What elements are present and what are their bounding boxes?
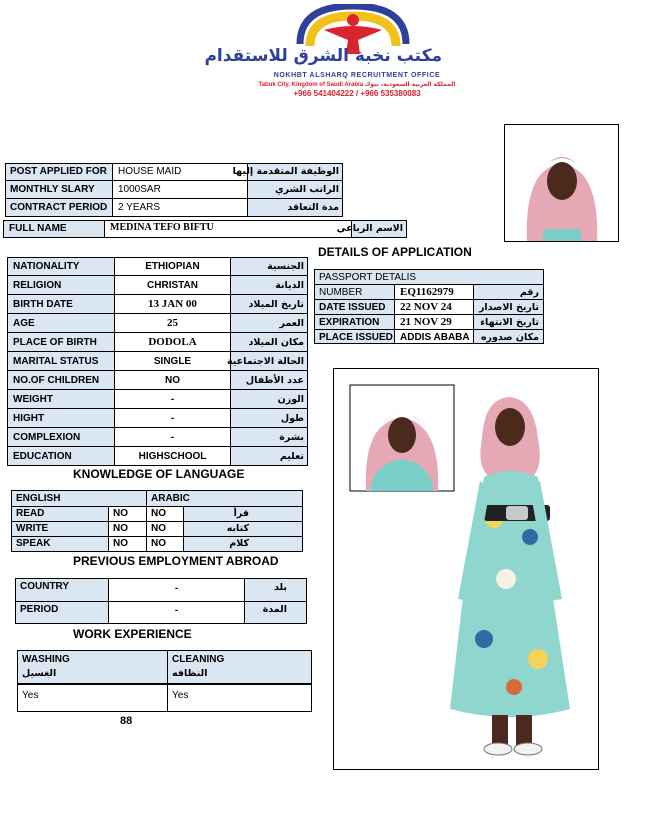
language-arabic-read: NO [151,508,166,519]
language-arabic-speak: NO [151,538,166,549]
experience-label-cleaning: CLEANING [172,654,225,665]
language-col-english: ENGLISH [16,493,61,504]
personal-label-nationality: NATIONALITY [13,261,80,272]
job-label-salary: MONTHLY SLARY [10,184,95,195]
personal-value-birthdate: 13 JAN 00 [148,298,197,310]
employment-label-period-ar: المدة [262,604,287,615]
personal-value-marital: SINGLE [153,356,192,367]
experience-label-washing-ar: الغسيل [22,668,57,679]
employment-label-country: COUNTRY [20,581,70,592]
job-label-contract: CONTRACT PERIOD [10,202,108,213]
personal-value-age: 25 [167,317,178,329]
employment-heading: PREVIOUS EMPLOYMENT ABROAD [73,554,279,568]
language-label-write-ar: كتابه [226,523,249,534]
office-address [212,81,502,88]
experience-value-cleaning: Yes [172,690,189,701]
job-value-post: HOUSE MAID [118,166,182,177]
passport-label-expiration: EXPIRATION [319,317,380,328]
employment-label-period: PERIOD [20,604,59,615]
language-arabic-write: NO [151,523,166,534]
personal-label-children-ar: عدد الأطفال [245,375,304,386]
full-name-label: FULL NAME [9,223,67,234]
details-heading: DETAILS OF APPLICATION [318,245,472,259]
job-label-contract-ar: مدة التعاقد [287,202,339,213]
experience-value-washing: Yes [22,690,39,701]
language-col-arabic: ARABIC [151,493,190,504]
personal-label-birthdate-ar: تاريخ الميلاد [248,299,304,310]
office-address-en: Tabuk City, Kingdom of Saudi Arabia [258,82,364,88]
office-address-ar: المملكة العربية السعودية، تبوك [364,81,456,88]
full-name-label-ar: الاسم الرباعي [336,223,403,234]
personal-label-complexion: COMPLEXION [13,432,81,443]
personal-label-nationality-ar: الجنسية [267,261,304,272]
employment-value-period: - [174,605,179,616]
language-english-speak: NO [113,538,128,549]
office-phones: +966 541404222 / +966 535380083 [293,89,421,98]
personal-value-height: - [170,413,175,424]
personal-value-birthplace: DODOLA [148,336,197,348]
employment-label-country-ar: بلد [274,582,287,593]
experience-label-washing: WASHING [22,654,70,665]
passport-value-place: ADDIS ABABA [400,332,470,343]
personal-value-education: HIGHSCHOOL [138,451,207,462]
language-english-write: NO [113,523,128,534]
passport-label-expiration-ar: تاريخ الانتهاء [480,317,539,328]
passport-title: PASSPORT DETALIS [319,272,417,283]
experience-heading: WORK EXPERIENCE [73,627,192,641]
job-value-contract: 2 YEARS [118,202,161,213]
job-value-salary: 1000SAR [118,184,161,195]
personal-label-education-ar: تعليم [279,451,304,462]
personal-label-height-ar: طول [280,413,304,424]
applicant-portrait-photo [504,124,619,242]
language-label-speak-ar: كلام [229,538,249,549]
applicant-full-body-photo [333,368,599,770]
personal-label-weight-ar: الوزن [277,394,304,405]
personal-label-birthplace-ar: مكان الميلاد [248,337,304,348]
personal-value-children: NO [165,375,180,386]
office-name-arabic: مكتب نخبة الشرق للاستقدام [204,46,442,66]
job-label-post: POST APPLIED FOR [10,166,107,177]
personal-label-birthplace: PLACE OF BIRTH [13,337,97,348]
passport-label-number: NUMBER [319,287,363,298]
personal-label-complexion-ar: بشرة [279,432,304,443]
passport-label-place-ar: مكان صدوره [480,332,539,343]
office-name-english: NOKHBT ALSHARQ RECRUITMENT OFFICE [273,72,441,79]
personal-label-education: EDUCATION [13,451,72,462]
job-label-post-ar: الوظيفة المتقدمة إليها [232,166,339,177]
personal-value-religion: CHRISTAN [147,280,198,291]
full-name-value: MEDINA TEFO BIFTU [110,222,214,233]
job-label-salary-ar: الراتب الشري [274,184,339,195]
language-label-read-ar: قرأ [233,508,249,519]
passport-value-number: EQ1162979 [400,286,454,298]
experience-label-cleaning-ar: النظافه [172,668,208,679]
reference-number: 88 [120,715,133,727]
personal-label-height: HIGHT [13,413,45,424]
passport-label-number-ar: رقم [519,287,539,298]
passport-value-issued: 22 NOV 24 [400,301,452,313]
language-label-read: READ [16,508,45,519]
passport-label-place: PLACE ISSUED [319,332,393,343]
language-heading: KNOWLEDGE OF LANGUAGE [73,467,245,481]
language-english-read: NO [113,508,128,519]
personal-label-religion-ar: الديانة [275,280,304,291]
employment-value-country: - [174,583,179,594]
passport-label-issued: DATE ISSUED [319,302,386,313]
personal-value-complexion: - [170,432,175,443]
language-label-speak: SPEAK [16,538,51,549]
personal-label-marital: MARITAL STATUS [13,356,99,367]
personal-value-weight: - [170,394,175,405]
personal-value-nationality: ETHIOPIAN [145,261,200,272]
personal-label-age: AGE [13,318,35,329]
personal-label-children: NO.OF CHILDREN [13,375,100,386]
personal-label-marital-ar: الحالة الاجتماعية [227,356,304,367]
personal-label-religion: RELIGION [13,280,62,291]
personal-label-weight: WEIGHT [13,394,53,405]
personal-label-age-ar: العمر [279,318,304,329]
personal-label-birthdate: BIRTH DATE [13,299,73,310]
language-label-write: WRITE [16,523,49,534]
passport-label-issued-ar: تاريخ الاصدار [478,302,539,313]
passport-value-expiration: 21 NOV 29 [400,316,452,328]
